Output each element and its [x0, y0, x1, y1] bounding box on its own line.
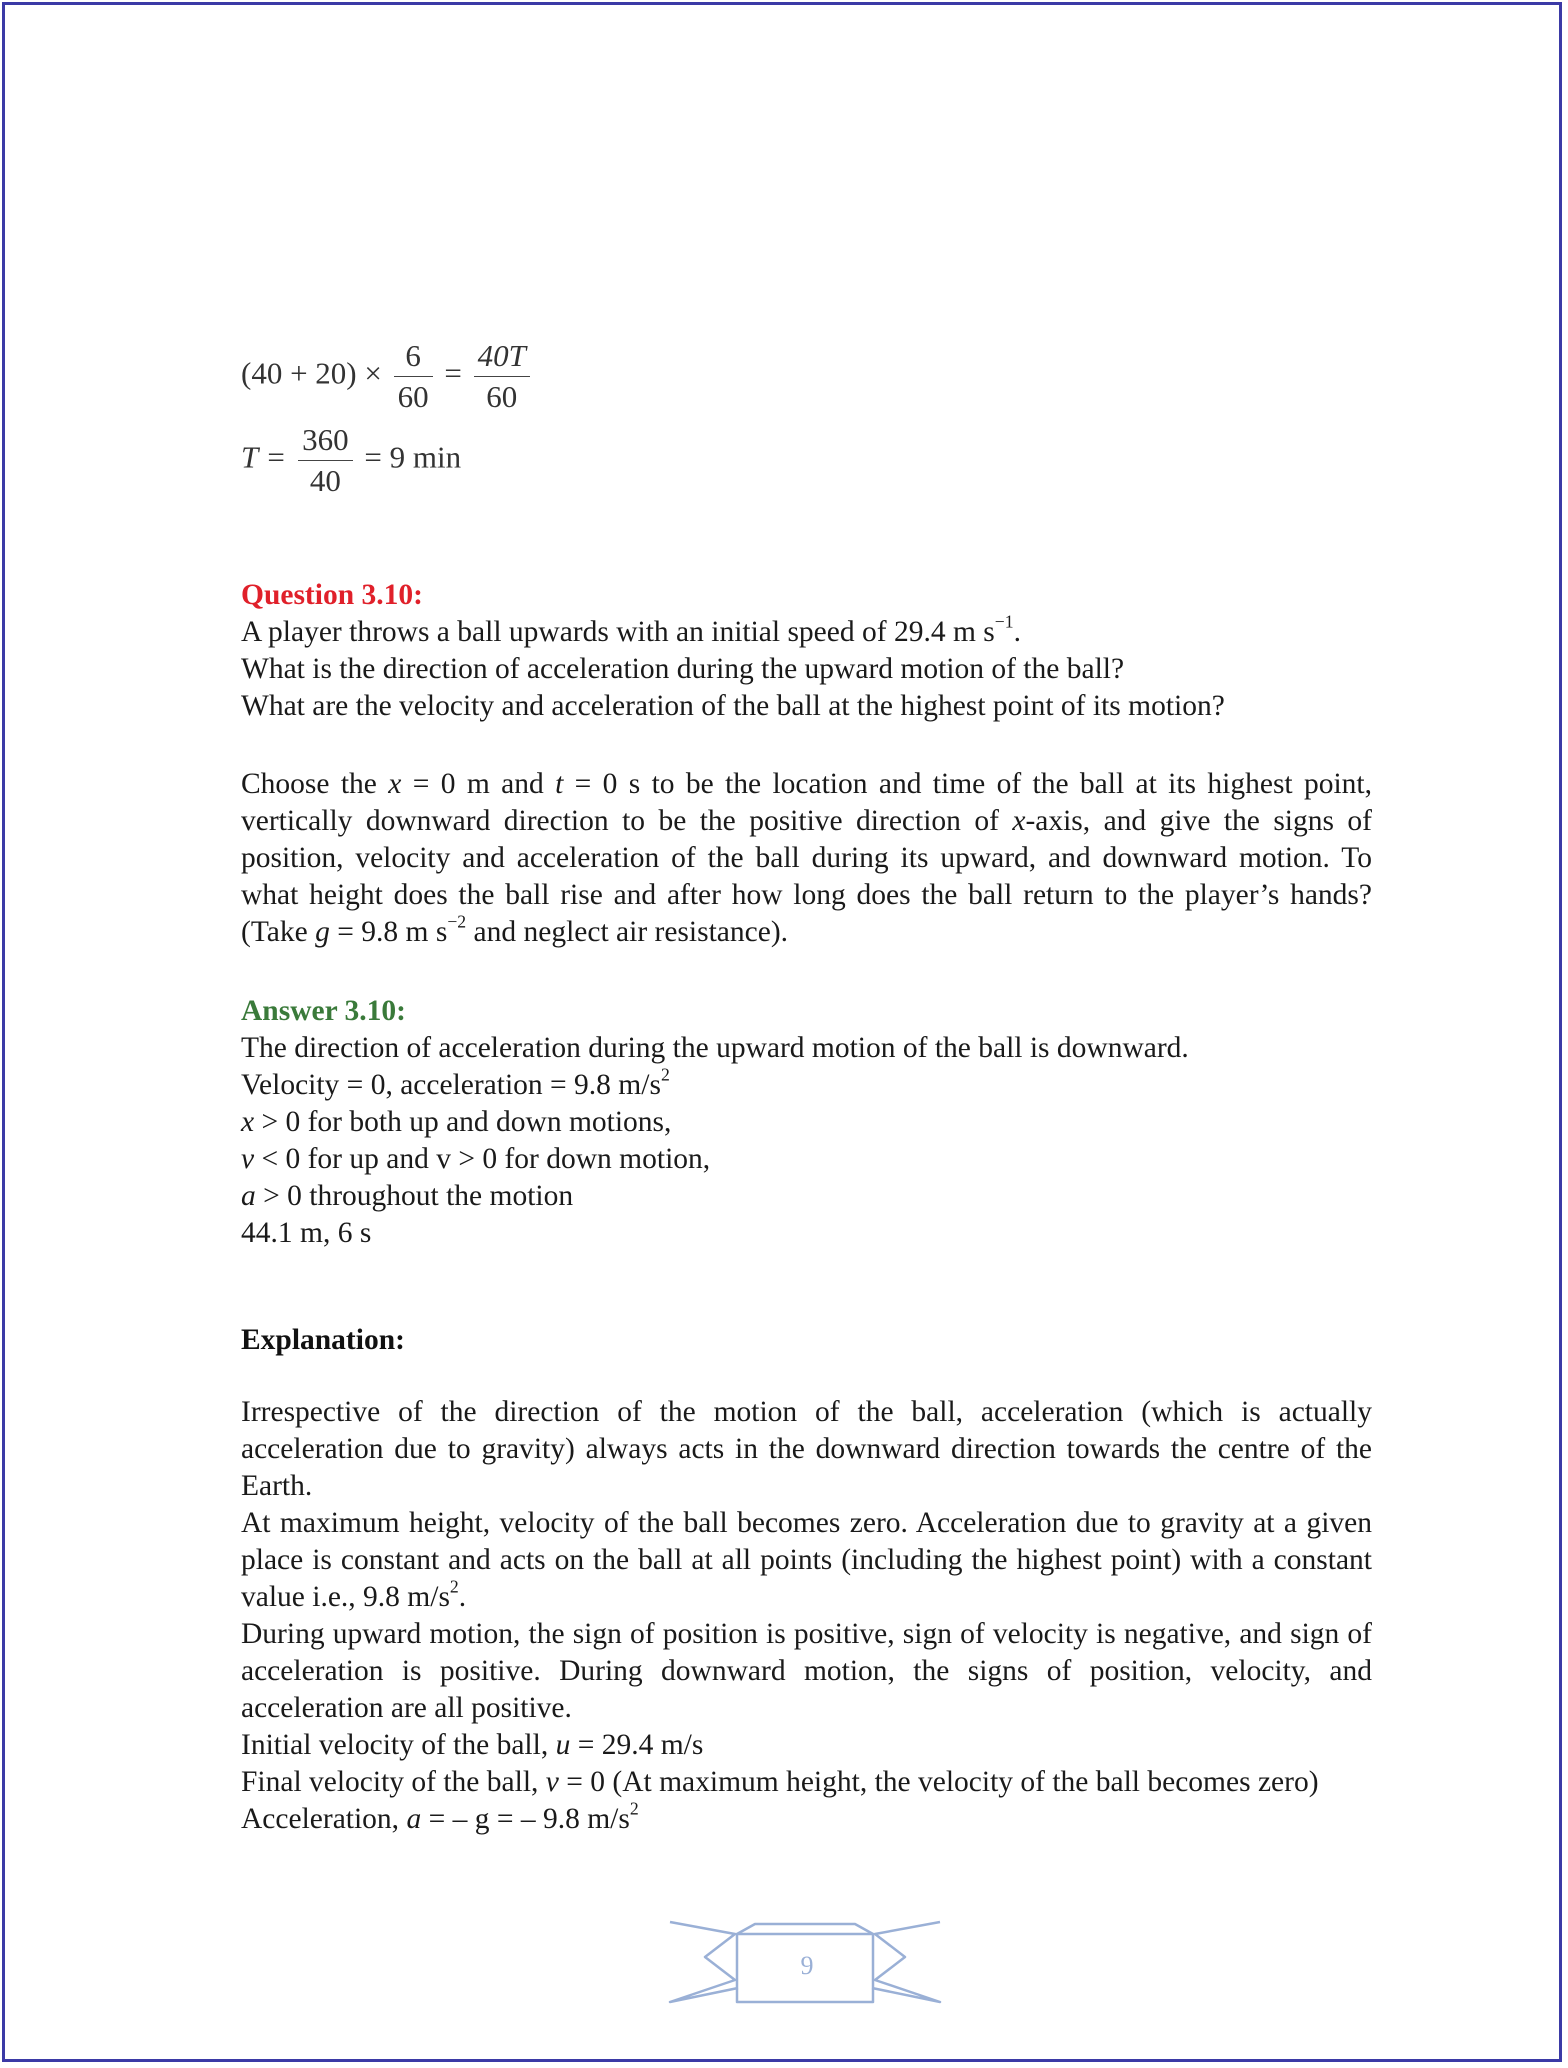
question-line-1-sup: −1: [994, 611, 1014, 632]
eq1-fraction-2: [474, 336, 530, 417]
q-p2-f: and neglect air resistance).: [466, 916, 789, 948]
explanation-paragraph-4: [241, 1727, 1372, 1764]
explanation-p5-var: v: [545, 1766, 559, 1798]
q-p2-x: x: [388, 768, 402, 800]
question-paragraph-2: [241, 766, 1372, 951]
explanation-p5-a: Final velocity of the ball,: [241, 1766, 546, 1798]
explanation-heading-block: [241, 1322, 1372, 1359]
answer-line-4-var: v: [241, 1143, 255, 1175]
eq2-rhs: = 9 min: [364, 439, 462, 475]
eq2-den: 40: [309, 463, 341, 498]
explanation-p6-sup: 2: [629, 1798, 639, 1819]
question-heading: Question 3.10:: [241, 579, 423, 611]
explanation-p5-b: = 0 (At maximum height, the velocity of the ball becomes zero): [558, 1766, 1319, 1798]
explanation-paragraph-3: During upward motion, the sign of position is positive, sign of velocity is negative, and sign of acceleration is positive. During downward motion, the signs of position, velocity, and acceleration are all positive.: [241, 1618, 1372, 1724]
equation-1: [241, 336, 534, 417]
explanation-p4-var: u: [555, 1729, 571, 1761]
eq1-fraction-1: [394, 336, 433, 417]
answer-line-6: 44.1 m, 6 s: [241, 1217, 372, 1249]
q-p2-t: t: [555, 768, 564, 800]
page-number: 9: [800, 1951, 814, 1980]
q-p2-sup: −2: [447, 911, 467, 932]
q-p2-a: Choose the: [241, 768, 389, 800]
q-p2-x2: x: [1012, 805, 1026, 837]
question-line-1-end: .: [1013, 616, 1021, 648]
question-paragraph-2-text: [241, 766, 1372, 951]
eq1-den2: 60: [486, 379, 518, 414]
explanation-paragraph-2-sup: 2: [449, 1576, 459, 1597]
explanation-heading: Explanation:: [241, 1324, 405, 1356]
answer-line-3-text: > 0 for both up and down motions,: [254, 1106, 672, 1138]
explanation-block: [241, 1394, 1372, 1838]
answer-line-3: [241, 1104, 1372, 1141]
explanation-p4-b: = 29.4 m/s: [570, 1729, 704, 1761]
explanation-p6-b: = – g = – 9.8 m/s: [421, 1803, 630, 1835]
answer-line-5-var: a: [241, 1180, 256, 1212]
question-line-1-text: A player throws a ball upwards with an initial speed of 29.4 m s: [241, 616, 995, 648]
answer-line-4-text: < 0 for up and v > 0 for down motion,: [254, 1143, 711, 1175]
q-p2-g: g: [315, 916, 330, 948]
answer-line-5-text: > 0 throughout the motion: [255, 1180, 574, 1212]
answer-line-2-sup: 2: [660, 1064, 670, 1085]
question-line-2: What is the direction of acceleration during the upward motion of the ball?: [241, 653, 1125, 685]
question-line-1: [241, 611, 1372, 651]
answer-line-4: [241, 1141, 1372, 1178]
answer-line-2-text: Velocity = 0, acceleration = 9.8 m/s: [241, 1069, 661, 1101]
explanation-p4-a: Initial velocity of the ball,: [241, 1729, 556, 1761]
explanation-p6-a: Acceleration,: [241, 1803, 407, 1835]
q-p2-e: = 9.8 m s: [329, 916, 448, 948]
eq1-den1: 60: [397, 379, 429, 414]
explanation-paragraph-6: [241, 1798, 1372, 1838]
eq2-lhs: T =: [241, 439, 287, 475]
eq2-fraction: [298, 420, 353, 501]
question-block: [241, 577, 1372, 725]
question-line-3: What are the velocity and acceleration of the ball at the highest point of its motion?: [241, 690, 1225, 722]
explanation-paragraph-1: Irrespective of the direction of the motion of the ball, acceleration (which is actually acceleration due to gravity) always acts in the downward direction towards the centre of the Earth.: [241, 1396, 1372, 1502]
answer-heading: Answer 3.10:: [241, 995, 406, 1027]
explanation-p6-var: a: [406, 1803, 422, 1835]
answer-line-3-var: x: [241, 1106, 255, 1138]
explanation-paragraph-2-text: At maximum height, velocity of the ball becomes zero. Acceleration due to gravity at a given place is constant and acts on the ball at all points (including the highest point) with a constant value i.e., 9.8 m/s: [241, 1507, 1372, 1613]
answer-block: [241, 993, 1372, 1252]
eq2-num: 360: [298, 420, 353, 461]
explanation-paragraph-2: [241, 1505, 1372, 1616]
eq1-num2: 40T: [474, 336, 530, 377]
equation-2: [241, 420, 461, 501]
answer-line-1: The direction of acceleration during the upward motion of the ball is downward.: [241, 1032, 1189, 1064]
explanation-paragraph-2-end: .: [458, 1581, 467, 1613]
answer-line-5: [241, 1178, 1372, 1215]
explanation-paragraph-5: [241, 1764, 1372, 1801]
q-p2-b: = 0 m and: [401, 768, 556, 800]
eq1-num1: 6: [394, 336, 433, 377]
eq1-equals: =: [444, 355, 462, 391]
q-p2-c: = 0 s to be the location and time of the ball at its highest point, vertically downward direction to be the positive direction of: [241, 768, 1372, 837]
q-p2-d: -axis, and give the signs of position, velocity and acceleration of the ball during its upward, and downward motion. To what height does the ball rise and after how long does the ball return to the player’s hands? (Take: [241, 805, 1372, 948]
answer-line-2: [241, 1064, 1372, 1104]
eq1-open: (40 + 20) ×: [241, 355, 382, 391]
